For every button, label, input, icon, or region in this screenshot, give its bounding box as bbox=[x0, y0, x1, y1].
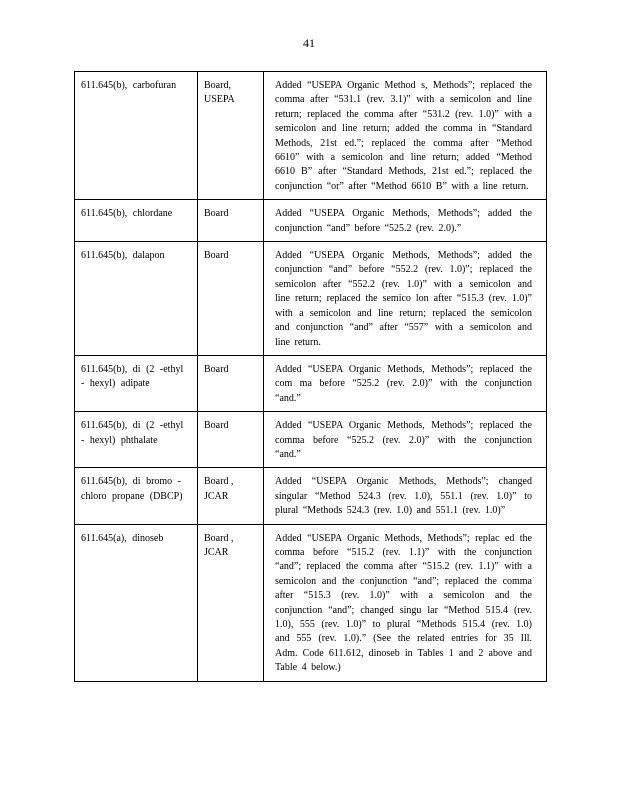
section-cell: 611.645(b), di (2 -ethyl - hexyl) adipate bbox=[75, 355, 198, 411]
table-row bbox=[75, 200, 547, 242]
amendments-table bbox=[74, 71, 547, 682]
section-cell: 611.645(b), di (2 -ethyl - hexyl) phthalate bbox=[75, 412, 198, 468]
table-row bbox=[75, 355, 547, 411]
action-cell: Added “USEPA Organic Methods, Methods”; replaced the comma before “525.2 (rev. 2.0)” with the conjunction “and.” bbox=[264, 412, 547, 468]
source-cell: Board bbox=[198, 200, 264, 242]
section-cell: 611.645(b), di bromo - chloro propane (DBCP) bbox=[75, 468, 198, 524]
action-cell: Added “USEPA Organic Methods, Methods”; replaced the com ma before “525.2 (rev. 2.0)” with the conjunction “and.” bbox=[264, 355, 547, 411]
action-cell: Added “USEPA Organic Method s, Methods”; replaced the comma after “531.1 (rev. 3.1)” with a semicolon and line return; replaced the comma after “531.2 (rev. 1.0)” with a semicolon and line return; added the comma in “Standard Methods, 21st ed.”; replaced the comma after “Method 6610” with a semicolon and line return; added “Method 6610 B” after “Standard Methods, 21st ed.”; replaced the conjunction “or” after “Method 6610 B” with a line return. bbox=[264, 72, 547, 200]
source-cell: Board , JCAR bbox=[198, 524, 264, 681]
section-cell: 611.645(b), chlordane bbox=[75, 200, 198, 242]
table-row bbox=[75, 242, 547, 356]
source-cell: Board bbox=[198, 355, 264, 411]
source-cell: Board , JCAR bbox=[198, 468, 264, 524]
action-cell: Added “USEPA Organic Methods, Methods”; changed singular “Method 524.3 (rev. 1.0), 551.1 (rev. 1.0)” to plural “Methods 524.3 (rev. 1.0) and 551.1 (rev. 1.0)” bbox=[264, 468, 547, 524]
action-cell: Added “USEPA Organic Methods, Methods”; added the conjunction “and” before “525.2 (rev. 2.0).” bbox=[264, 200, 547, 242]
table-row bbox=[75, 72, 547, 200]
page-number: 41 bbox=[303, 36, 315, 50]
source-cell: Board bbox=[198, 242, 264, 356]
source-cell: Board bbox=[198, 412, 264, 468]
section-cell: 611.645(b), carbofuran bbox=[75, 72, 198, 200]
table-row bbox=[75, 524, 547, 681]
table-row bbox=[75, 468, 547, 524]
source-cell: Board, USEPA bbox=[198, 72, 264, 200]
section-cell: 611.645(a), dinoseb bbox=[75, 524, 198, 681]
table-row bbox=[75, 412, 547, 468]
section-cell: 611.645(b), dalapon bbox=[75, 242, 198, 356]
action-cell: Added “USEPA Organic Methods, Methods”; added the conjunction “and” before “552.2 (rev. 1.0)”; replaced the semicolon after “552.2 (rev. 1.0)” with a semicolon and line return; replaced the semico lon after “515.3 (rev. 1.0)” with a semicolon and line return; replaced the semicolon and conjunction “and” after “557” with a semicolon and line return. bbox=[264, 242, 547, 356]
action-cell: Added “USEPA Organic Methods, Methods”; replac ed the comma before “515.2 (rev. 1.1)” with the conjunction “and”; replaced the comma after “515.2 (rev. 1.1)” with a semicolon and the conjunction “and”; replaced the comma after “515.3 (rev. 1.0)” with a semicolon and the conjunction “and”; changed singu lar “Method 515.4 (rev. 1.0), 555 (rev. 1.0)” to plural “Methods 515.4 (rev. 1.0) and 555 (rev. 1.0).” (See the related entries for 35 Ill. Adm. Code 611.612, dinoseb in Tables 1 and 2 above and Table 4 below.) bbox=[264, 524, 547, 681]
